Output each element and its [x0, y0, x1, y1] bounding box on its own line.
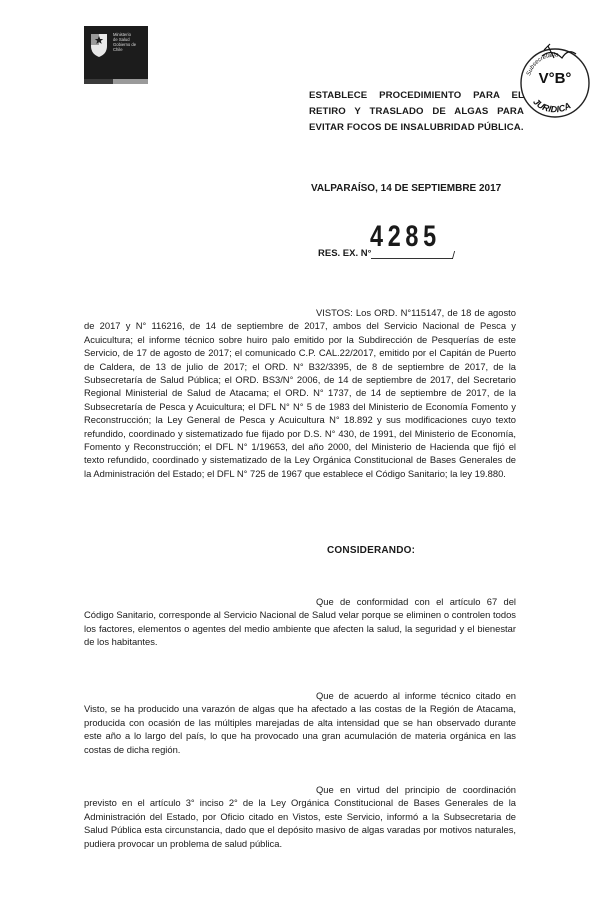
vistos-paragraph: VISTOS: Los ORD. N°115147, de 18 de agosto de 2017 y N° 116216, de 14 de septiembre de 2017, ambos del Servicio Nacional de Pesca y Acuicultura; el informe técnico sobre huiro palo emitido por la Subdirección de Pesquerías de este Servicio, de 17 de agosto de 2017; el comunicado C.P. CAL.22/2017, emitido por el Capitán de Puerto de Caldera, de 13 de julio de 2017; el ORD. N° B32/3395, de 8 de septiembre de 2017, de la Subsecretaría de Salud Pública; el ORD. BS3/N° 2006, de 14 de septiembre de 2017, del Secretario Regional Ministerial de Salud de Atacama; el ORD. N° 1737, de 14 de septiembre de 2017, de la Subsecretaría de Pesca y Acuicultura; el DFL N° N° 5 de 1983 del Ministerio de Economía Fomento y Reconstrucción; la Ley General de Pesca y Acuicultura N° 18.892 y sus modificaciones cuyo texto refundido, coordinado y sistematizado fue fijado por D.S. N° 430, de 1991, del Ministerio de Economía, Fomento y Reconstrucción; el DFL N° 1/19653, del año 2000, del Ministerio de Hacienda que fijó el texto refundido, coordinado y sistematizado de la Ley Orgánica Constitucional de Bases Generales de la Administración del Estado; el DFL N° 725 de 1967 que establece el Código Sanitario; la ley 19.880. [84, 307, 516, 479]
approval-stamp-icon [512, 40, 598, 126]
document-title: ESTABLECE PROCEDIMIENTO PARA EL RETIRO Y TRASLADO DE ALGAS PARA EVITAR FOCOS DE INSALUBRIDAD PÚBLICA. [309, 90, 524, 133]
resolution-underline [371, 258, 453, 259]
considerando-paragraph-2: Que de acuerdo al informe técnico citado en Visto, se ha producido una varazón de algas que ha afectado a las costas de la Región de Atacama, producida con ocasión de las múltiples marejadas de alta intensidad que se han observado durante este año a lo largo del país, lo que ha provocado una gran acumulación de materia orgánica en las costas de dicha región. [84, 690, 516, 755]
logo-color-bar [84, 79, 148, 84]
considerando-paragraph-1: Que de conformidad con el artículo 67 del Código Sanitario, corresponde al Servicio Nacional de Salud velar porque se eliminen o controlen todos los factores, elementos o agentes del medio ambiente que afecten la salud, la seguridad y el bienestar de los habitantes. [84, 596, 516, 648]
ministry-logo [84, 26, 148, 84]
resolution-label: RES. EX. N° [318, 248, 372, 259]
coat-of-arms-icon [88, 31, 110, 59]
considerando-paragraph-3: Que en virtud del principio de coordinación previsto en el artículo 3° inciso 2° de la Ley Orgánica Constitucional de Bases Generales de la Administración del Estado, por Oficio citado en Vistos, este Servicio, informó a la Subsecretaria de Salud Pública esta circunstancia, dado que el depósito masivo de algas varadas por motivos naturales, pudiera provocar un problema de salud pública. [84, 784, 516, 849]
considerando-heading: CONSIDERANDO: [327, 545, 416, 556]
stamp-ring-small: Subsecretaría [526, 52, 559, 77]
resolution-slash: / [452, 250, 456, 262]
document-date: VALPARAÍSO, 14 DE SEPTIEMBRE 2017 [311, 183, 502, 194]
stamp-ring-text: JURIDICA [531, 96, 573, 115]
stamp-vobo: V°B° [538, 70, 572, 87]
logo-text: Ministerio de Salud Gobierno de Chile [113, 32, 137, 52]
resolution-number: 4285 [370, 220, 441, 253]
